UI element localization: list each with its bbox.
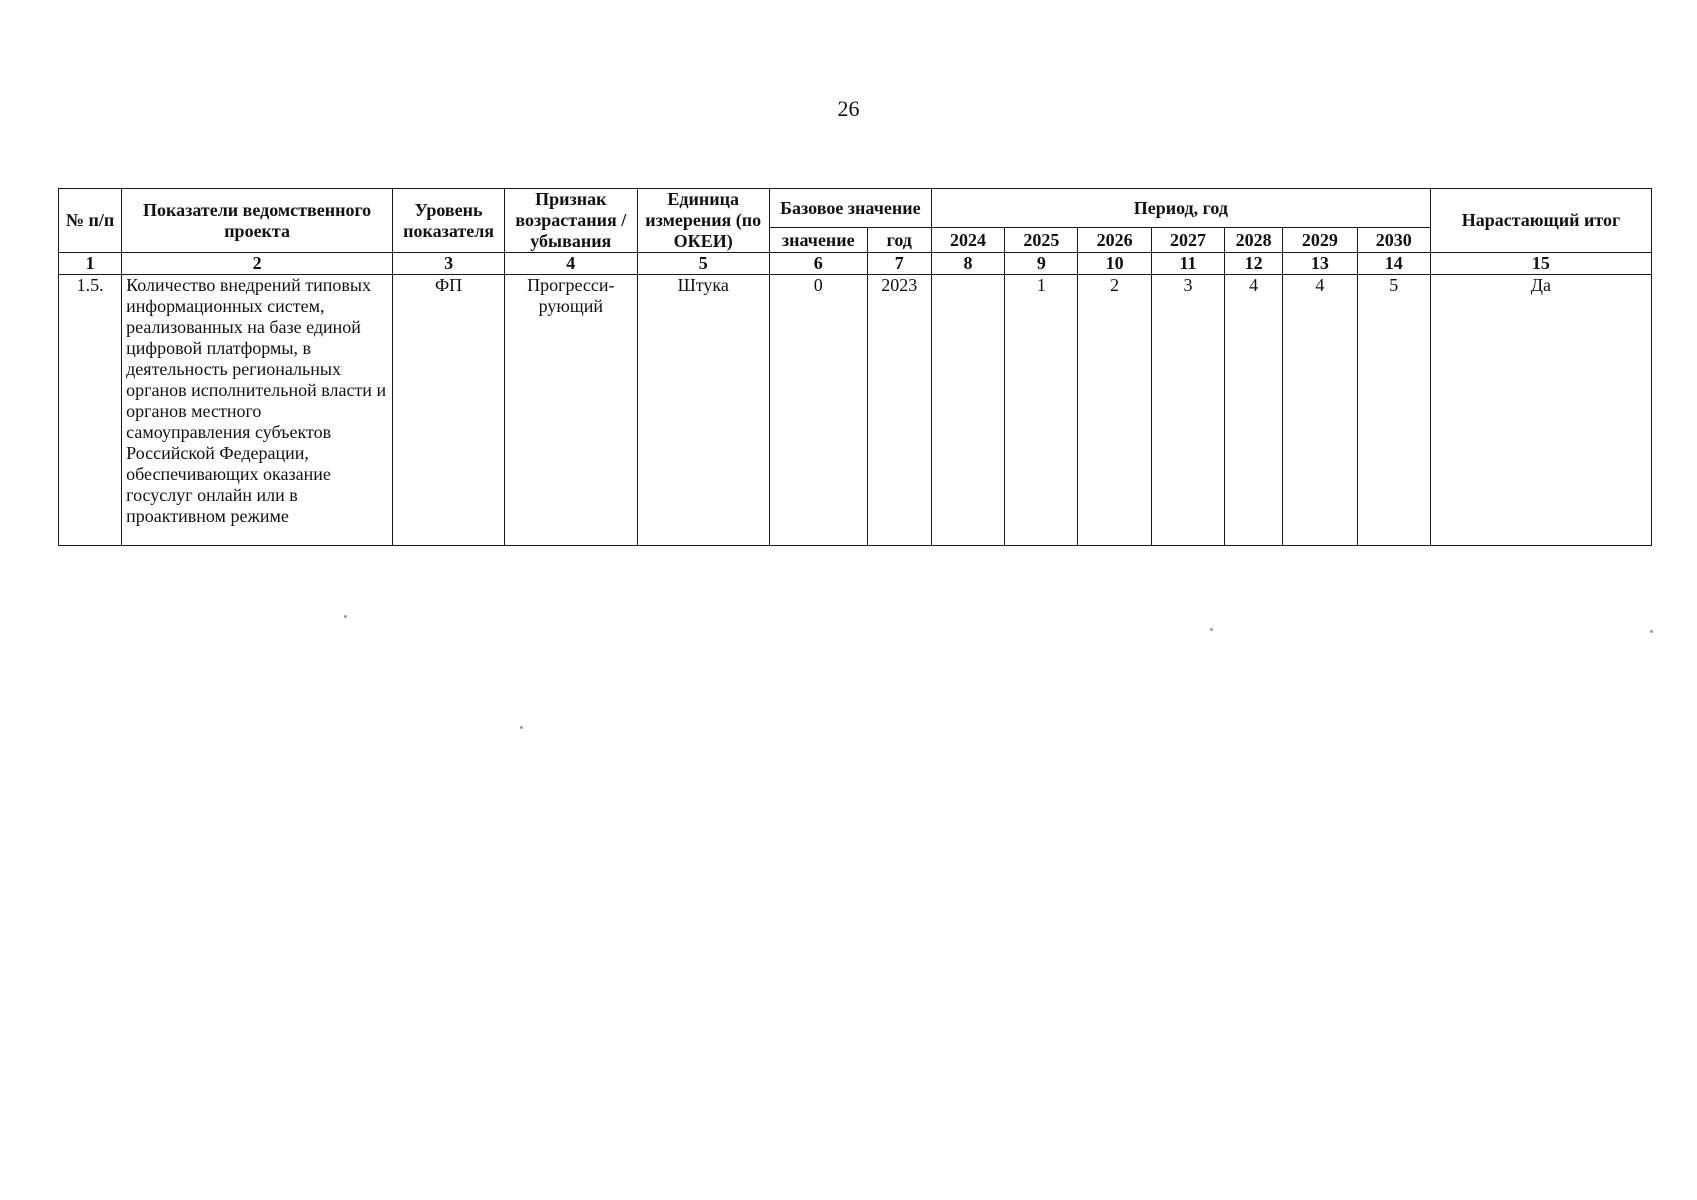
page-number: 26 [837, 96, 860, 121]
column-number: 9 [1005, 253, 1078, 275]
row-value-2029: 4 [1283, 275, 1357, 546]
column-number: 7 [867, 253, 931, 275]
header-level: Уровень показателя [393, 189, 505, 253]
row-level: ФП [393, 275, 505, 546]
row-value-2028: 4 [1225, 275, 1283, 546]
row-value-2030: 5 [1357, 275, 1430, 546]
row-trend: Прогресси-рующий [505, 275, 637, 546]
scan-speck [1210, 628, 1213, 631]
column-number: 12 [1225, 253, 1283, 275]
indicator-table [58, 188, 1652, 546]
row-value-2027: 3 [1151, 275, 1224, 546]
header-trend: Признак возрастания / убывания [505, 189, 637, 253]
header-year: 2028 [1225, 228, 1283, 253]
row-value-2026: 2 [1078, 275, 1151, 546]
row-value-2025: 1 [1005, 275, 1078, 546]
header-num: № п/п [59, 189, 122, 253]
column-number: 13 [1283, 253, 1357, 275]
header-year: 2026 [1078, 228, 1151, 253]
row-base-value: 0 [769, 275, 867, 546]
header-year: 2030 [1357, 228, 1430, 253]
header-year: 2027 [1151, 228, 1224, 253]
column-number: 1 [59, 253, 122, 275]
scan-speck [1650, 630, 1653, 633]
scan-speck [344, 615, 347, 618]
header-unit: Единица измерения (по ОКЕИ) [637, 189, 769, 253]
header-year: 2025 [1005, 228, 1078, 253]
header-base-value: значение [769, 228, 867, 253]
header-period: Период, год [931, 189, 1430, 228]
column-number: 2 [122, 253, 393, 275]
header-base: Базовое значение [769, 189, 931, 228]
column-number: 6 [769, 253, 867, 275]
row-unit: Штука [637, 275, 769, 546]
header-cumulative: Нарастающий итог [1430, 189, 1651, 253]
row-base-year: 2023 [867, 275, 931, 546]
column-number: 5 [637, 253, 769, 275]
column-number: 15 [1430, 253, 1651, 275]
table-row [59, 275, 1652, 546]
column-number-row [59, 253, 1652, 275]
column-number: 10 [1078, 253, 1151, 275]
column-number: 3 [393, 253, 505, 275]
header-year: 2029 [1283, 228, 1357, 253]
row-num: 1.5. [59, 275, 122, 546]
header-year: 2024 [931, 228, 1004, 253]
row-indicator-name: Количество внедрений типовых информационных систем, реализованных на базе единой цифровой платформы, в деятельность региональных органов исполнительной власти и органов местного самоуправления субъектов Российской Федерации, обеспечивающих оказание госуслуг онлайн или в проактивном режиме [122, 275, 393, 546]
column-number: 8 [931, 253, 1004, 275]
column-number: 4 [505, 253, 637, 275]
row-cumulative: Да [1430, 275, 1651, 546]
row-value-2024 [931, 275, 1004, 546]
column-number: 14 [1357, 253, 1430, 275]
header-base-year: год [867, 228, 931, 253]
scan-speck [520, 726, 523, 729]
header-row-top [59, 189, 1652, 228]
column-number: 11 [1151, 253, 1224, 275]
header-indicator: Показатели ведомственного проекта [122, 189, 393, 253]
